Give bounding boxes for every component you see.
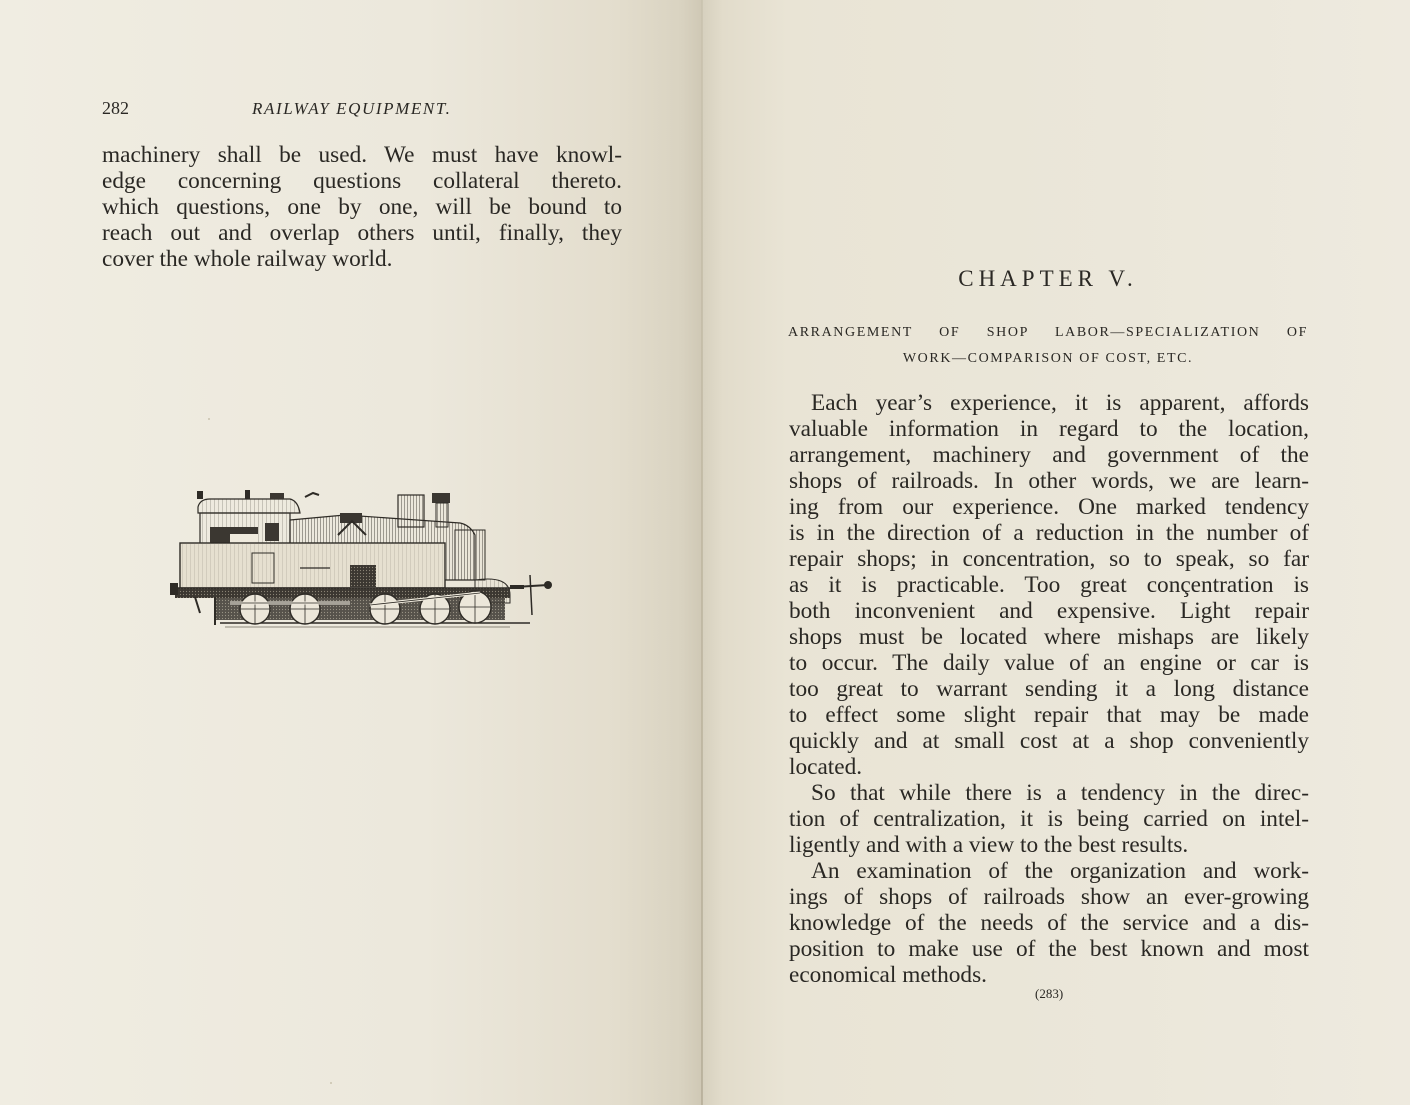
text-line: edge concerning questions collateral thereto.	[102, 168, 622, 194]
text-line: position to make use of the best known and most	[789, 936, 1309, 962]
text-line: both inconvenient and expensive. Light repair	[789, 598, 1309, 624]
running-title: RAILWAY EQUIPMENT.	[252, 99, 452, 118]
right-body-text	[789, 390, 1309, 988]
text-line: An examination of the organization and work-	[811, 858, 1309, 884]
subtitle-line: WORK—COMPARISON OF COST, ETC.	[902, 351, 1194, 366]
page-number-left: 282	[102, 98, 129, 118]
text-line: quickly and at small cost at a shop conveniently	[789, 728, 1309, 754]
text-line: So that while there is a tendency in the direc-	[811, 780, 1309, 806]
locomotive-illustration	[170, 485, 560, 630]
text-line: reach out and overlap others until, finally, they	[102, 220, 622, 246]
text-line: which questions, one by one, will be bound to	[102, 194, 622, 220]
text-line: to effect some slight repair that may be made	[789, 702, 1309, 728]
text-line: ing from our experience. One marked tendency	[789, 494, 1309, 520]
paper-speck	[208, 418, 210, 420]
text-line: shops must be located where mishaps are likely	[789, 624, 1309, 650]
text-line: tion of centralization, it is being carried on intel-	[789, 806, 1309, 832]
book-gutter	[701, 0, 703, 1105]
text-line: ligently and with a view to the best results.	[789, 832, 1189, 858]
text-line: arrangement, machinery and government of the	[789, 442, 1309, 468]
left-page	[0, 0, 702, 1105]
subtitle-line: ARRANGEMENT OF SHOP LABOR—SPECIALIZATION OF	[788, 325, 1308, 340]
text-line: valuable information in regard to the location,	[789, 416, 1309, 442]
text-line: machinery shall be used. We must have knowl-	[102, 142, 622, 168]
text-line: ings of shops of railroads show an ever-growing	[789, 884, 1309, 910]
text-line: is in the direction of a reduction in the number of	[789, 520, 1309, 546]
chapter-subtitle	[788, 320, 1308, 372]
text-line: located.	[789, 754, 863, 780]
text-line: knowledge of the needs of the service and a dis-	[789, 910, 1309, 936]
text-line: cover the whole railway world.	[102, 246, 393, 272]
left-body-text	[102, 142, 622, 272]
page-number-right: (283)	[1035, 986, 1064, 1001]
paper-speck	[330, 1082, 332, 1084]
text-line: repair shops; in concentration, so to speak, so far	[789, 546, 1309, 572]
locomotive-icon	[170, 485, 560, 630]
text-line: as it is practicable. Too great conçentration is	[789, 572, 1309, 598]
text-line: too great to warrant sending it a long distance	[789, 676, 1309, 702]
text-line: economical methods.	[789, 962, 987, 988]
text-line: to occur. The daily value of an engine or car is	[789, 650, 1309, 676]
chapter-title: CHAPTER V.	[958, 266, 1138, 291]
running-head	[102, 98, 622, 122]
text-line: shops of railroads. In other words, we are learn-	[789, 468, 1309, 494]
text-line: Each year’s experience, it is apparent, affords	[811, 390, 1309, 416]
